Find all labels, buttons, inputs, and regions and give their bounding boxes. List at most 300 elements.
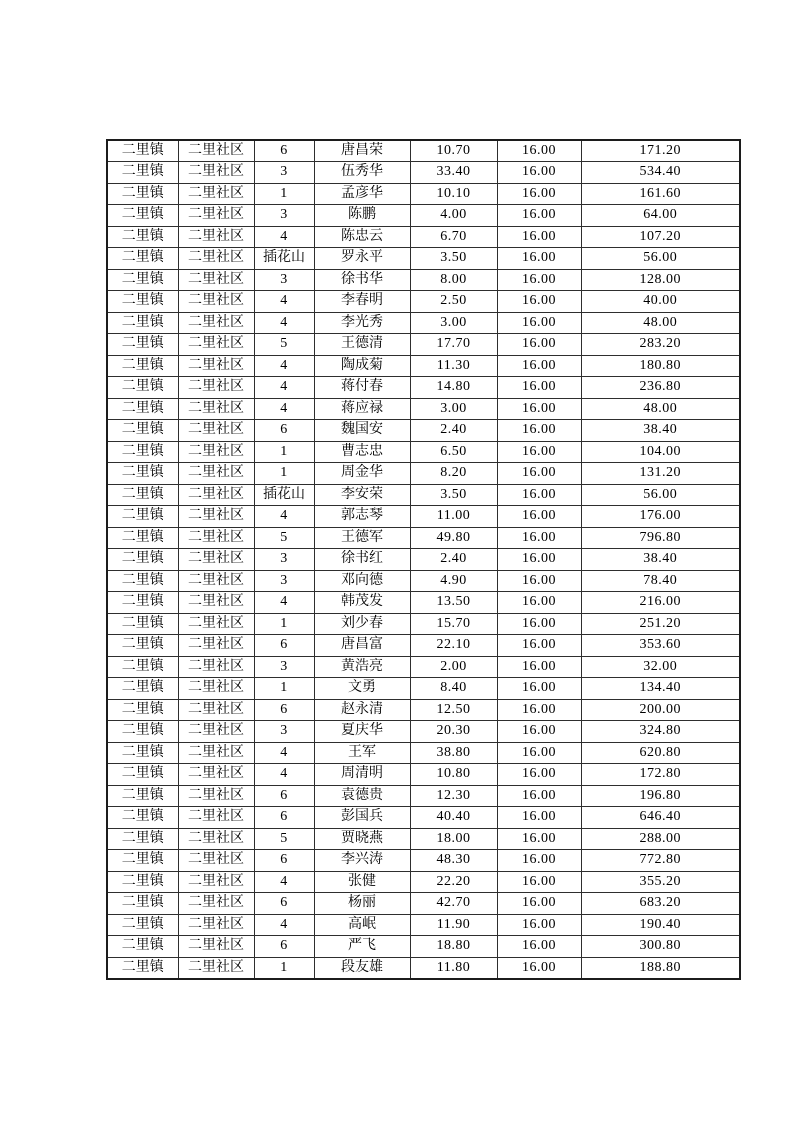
cell-town: 二里镇	[107, 807, 178, 829]
cell-amount: 38.40	[581, 549, 740, 571]
cell-name: 李光秀	[314, 312, 410, 334]
table-row	[107, 893, 740, 915]
cell-community: 二里社区	[178, 291, 254, 313]
table-row	[107, 699, 740, 721]
cell-name: 段友雄	[314, 957, 410, 979]
cell-town: 二里镇	[107, 140, 178, 162]
cell-name: 贾晓燕	[314, 828, 410, 850]
cell-name: 陶成菊	[314, 355, 410, 377]
cell-unit-price: 16.00	[497, 140, 581, 162]
cell-town: 二里镇	[107, 205, 178, 227]
cell-quantity: 6.50	[410, 441, 497, 463]
table-row	[107, 269, 740, 291]
cell-quantity: 18.80	[410, 936, 497, 958]
table-row	[107, 420, 740, 442]
cell-community: 二里社区	[178, 269, 254, 291]
cell-town: 二里镇	[107, 764, 178, 786]
cell-amount: 353.60	[581, 635, 740, 657]
cell-name: 王军	[314, 742, 410, 764]
cell-town: 二里镇	[107, 850, 178, 872]
cell-community: 二里社区	[178, 183, 254, 205]
cell-quantity: 3.00	[410, 398, 497, 420]
cell-name: 李兴涛	[314, 850, 410, 872]
cell-community: 二里社区	[178, 936, 254, 958]
cell-community: 二里社区	[178, 463, 254, 485]
cell-amount: 796.80	[581, 527, 740, 549]
cell-community: 二里社区	[178, 312, 254, 334]
cell-name: 唐昌荣	[314, 140, 410, 162]
cell-quantity: 4.00	[410, 205, 497, 227]
cell-town: 二里镇	[107, 312, 178, 334]
cell-community: 二里社区	[178, 398, 254, 420]
cell-amount: 196.80	[581, 785, 740, 807]
cell-town: 二里镇	[107, 291, 178, 313]
cell-name: 李安荣	[314, 484, 410, 506]
cell-group: 1	[254, 613, 314, 635]
cell-amount: 171.20	[581, 140, 740, 162]
cell-quantity: 14.80	[410, 377, 497, 399]
cell-unit-price: 16.00	[497, 678, 581, 700]
cell-town: 二里镇	[107, 484, 178, 506]
table-row	[107, 312, 740, 334]
table-row	[107, 785, 740, 807]
cell-amount: 200.00	[581, 699, 740, 721]
cell-name: 徐书红	[314, 549, 410, 571]
cell-group: 6	[254, 420, 314, 442]
cell-unit-price: 16.00	[497, 484, 581, 506]
cell-community: 二里社区	[178, 441, 254, 463]
cell-town: 二里镇	[107, 678, 178, 700]
cell-amount: 131.20	[581, 463, 740, 485]
table-row	[107, 441, 740, 463]
table-row	[107, 377, 740, 399]
cell-town: 二里镇	[107, 785, 178, 807]
cell-name: 陈忠云	[314, 226, 410, 248]
cell-unit-price: 16.00	[497, 721, 581, 743]
table-row	[107, 549, 740, 571]
cell-unit-price: 16.00	[497, 441, 581, 463]
cell-name: 袁德贵	[314, 785, 410, 807]
cell-quantity: 10.70	[410, 140, 497, 162]
cell-town: 二里镇	[107, 183, 178, 205]
cell-amount: 300.80	[581, 936, 740, 958]
table-row	[107, 914, 740, 936]
cell-group: 5	[254, 334, 314, 356]
cell-town: 二里镇	[107, 377, 178, 399]
cell-amount: 355.20	[581, 871, 740, 893]
cell-unit-price: 16.00	[497, 312, 581, 334]
cell-amount: 40.00	[581, 291, 740, 313]
cell-unit-price: 16.00	[497, 527, 581, 549]
table-row	[107, 205, 740, 227]
table-row	[107, 957, 740, 979]
cell-amount: 188.80	[581, 957, 740, 979]
cell-group: 4	[254, 592, 314, 614]
cell-community: 二里社区	[178, 355, 254, 377]
cell-amount: 64.00	[581, 205, 740, 227]
cell-group: 4	[254, 312, 314, 334]
cell-quantity: 8.20	[410, 463, 497, 485]
cell-unit-price: 16.00	[497, 570, 581, 592]
table-row	[107, 850, 740, 872]
cell-unit-price: 16.00	[497, 463, 581, 485]
cell-unit-price: 16.00	[497, 828, 581, 850]
cell-quantity: 10.80	[410, 764, 497, 786]
cell-unit-price: 16.00	[497, 613, 581, 635]
cell-quantity: 2.50	[410, 291, 497, 313]
cell-group: 4	[254, 506, 314, 528]
cell-amount: 283.20	[581, 334, 740, 356]
cell-group: 5	[254, 527, 314, 549]
cell-unit-price: 16.00	[497, 334, 581, 356]
cell-name: 王德军	[314, 527, 410, 549]
table-row	[107, 226, 740, 248]
cell-group: 1	[254, 678, 314, 700]
cell-group: 1	[254, 957, 314, 979]
cell-town: 二里镇	[107, 699, 178, 721]
cell-quantity: 11.30	[410, 355, 497, 377]
table-row	[107, 527, 740, 549]
cell-amount: 32.00	[581, 656, 740, 678]
cell-town: 二里镇	[107, 592, 178, 614]
cell-community: 二里社区	[178, 807, 254, 829]
cell-quantity: 11.90	[410, 914, 497, 936]
cell-amount: 180.80	[581, 355, 740, 377]
cell-group: 4	[254, 291, 314, 313]
cell-unit-price: 16.00	[497, 226, 581, 248]
cell-unit-price: 16.00	[497, 269, 581, 291]
cell-quantity: 22.20	[410, 871, 497, 893]
cell-town: 二里镇	[107, 613, 178, 635]
cell-group: 6	[254, 850, 314, 872]
cell-group: 6	[254, 140, 314, 162]
data-table	[106, 139, 741, 980]
cell-group: 3	[254, 162, 314, 184]
cell-name: 蒋付春	[314, 377, 410, 399]
cell-town: 二里镇	[107, 398, 178, 420]
cell-town: 二里镇	[107, 441, 178, 463]
cell-community: 二里社区	[178, 656, 254, 678]
cell-quantity: 2.00	[410, 656, 497, 678]
cell-quantity: 15.70	[410, 613, 497, 635]
cell-group: 插花山	[254, 484, 314, 506]
cell-unit-price: 16.00	[497, 355, 581, 377]
cell-community: 二里社区	[178, 140, 254, 162]
cell-quantity: 3.00	[410, 312, 497, 334]
cell-unit-price: 16.00	[497, 893, 581, 915]
cell-town: 二里镇	[107, 828, 178, 850]
cell-group: 4	[254, 226, 314, 248]
cell-group: 3	[254, 721, 314, 743]
cell-amount: 56.00	[581, 248, 740, 270]
cell-name: 杨丽	[314, 893, 410, 915]
cell-unit-price: 16.00	[497, 656, 581, 678]
cell-quantity: 2.40	[410, 549, 497, 571]
cell-unit-price: 16.00	[497, 764, 581, 786]
cell-community: 二里社区	[178, 742, 254, 764]
cell-name: 陈鹏	[314, 205, 410, 227]
cell-unit-price: 16.00	[497, 377, 581, 399]
table-row	[107, 506, 740, 528]
cell-quantity: 3.50	[410, 248, 497, 270]
cell-amount: 772.80	[581, 850, 740, 872]
cell-group: 4	[254, 871, 314, 893]
cell-community: 二里社区	[178, 893, 254, 915]
cell-group: 5	[254, 828, 314, 850]
cell-quantity: 40.40	[410, 807, 497, 829]
cell-amount: 236.80	[581, 377, 740, 399]
table-body	[107, 140, 740, 979]
cell-unit-price: 16.00	[497, 699, 581, 721]
table-row	[107, 291, 740, 313]
cell-community: 二里社区	[178, 592, 254, 614]
cell-unit-price: 16.00	[497, 291, 581, 313]
cell-quantity: 8.00	[410, 269, 497, 291]
cell-community: 二里社区	[178, 377, 254, 399]
cell-group: 4	[254, 377, 314, 399]
cell-community: 二里社区	[178, 721, 254, 743]
cell-amount: 251.20	[581, 613, 740, 635]
cell-group: 3	[254, 570, 314, 592]
cell-name: 周金华	[314, 463, 410, 485]
cell-amount: 620.80	[581, 742, 740, 764]
cell-group: 插花山	[254, 248, 314, 270]
cell-group: 4	[254, 764, 314, 786]
cell-group: 4	[254, 355, 314, 377]
cell-town: 二里镇	[107, 506, 178, 528]
cell-community: 二里社区	[178, 226, 254, 248]
cell-community: 二里社区	[178, 764, 254, 786]
cell-town: 二里镇	[107, 248, 178, 270]
cell-quantity: 3.50	[410, 484, 497, 506]
cell-name: 魏国安	[314, 420, 410, 442]
cell-amount: 104.00	[581, 441, 740, 463]
cell-unit-price: 16.00	[497, 807, 581, 829]
cell-unit-price: 16.00	[497, 742, 581, 764]
cell-quantity: 42.70	[410, 893, 497, 915]
table-row	[107, 140, 740, 162]
table-row	[107, 936, 740, 958]
cell-group: 1	[254, 183, 314, 205]
cell-group: 4	[254, 914, 314, 936]
cell-name: 韩茂发	[314, 592, 410, 614]
cell-quantity: 18.00	[410, 828, 497, 850]
cell-amount: 56.00	[581, 484, 740, 506]
cell-unit-price: 16.00	[497, 592, 581, 614]
cell-community: 二里社区	[178, 484, 254, 506]
cell-name: 李春明	[314, 291, 410, 313]
cell-group: 4	[254, 398, 314, 420]
cell-community: 二里社区	[178, 635, 254, 657]
cell-town: 二里镇	[107, 527, 178, 549]
table-row	[107, 183, 740, 205]
cell-town: 二里镇	[107, 226, 178, 248]
table-row	[107, 807, 740, 829]
cell-name: 伍秀华	[314, 162, 410, 184]
cell-name: 唐昌富	[314, 635, 410, 657]
cell-unit-price: 16.00	[497, 162, 581, 184]
cell-name: 严飞	[314, 936, 410, 958]
cell-amount: 216.00	[581, 592, 740, 614]
cell-community: 二里社区	[178, 506, 254, 528]
cell-name: 孟彦华	[314, 183, 410, 205]
cell-quantity: 33.40	[410, 162, 497, 184]
table-row	[107, 334, 740, 356]
cell-quantity: 22.10	[410, 635, 497, 657]
cell-group: 6	[254, 699, 314, 721]
table-row	[107, 678, 740, 700]
cell-name: 夏庆华	[314, 721, 410, 743]
cell-amount: 176.00	[581, 506, 740, 528]
cell-quantity: 17.70	[410, 334, 497, 356]
cell-name: 刘少春	[314, 613, 410, 635]
cell-town: 二里镇	[107, 635, 178, 657]
cell-group: 3	[254, 549, 314, 571]
cell-quantity: 49.80	[410, 527, 497, 549]
cell-unit-price: 16.00	[497, 205, 581, 227]
cell-quantity: 11.00	[410, 506, 497, 528]
cell-town: 二里镇	[107, 269, 178, 291]
cell-community: 二里社区	[178, 334, 254, 356]
table-row	[107, 871, 740, 893]
table-row	[107, 656, 740, 678]
cell-town: 二里镇	[107, 656, 178, 678]
cell-group: 1	[254, 463, 314, 485]
cell-amount: 646.40	[581, 807, 740, 829]
cell-community: 二里社区	[178, 828, 254, 850]
cell-amount: 683.20	[581, 893, 740, 915]
table-row	[107, 162, 740, 184]
cell-quantity: 12.30	[410, 785, 497, 807]
cell-town: 二里镇	[107, 355, 178, 377]
cell-group: 6	[254, 893, 314, 915]
cell-community: 二里社区	[178, 162, 254, 184]
cell-unit-price: 16.00	[497, 506, 581, 528]
cell-quantity: 2.40	[410, 420, 497, 442]
cell-town: 二里镇	[107, 570, 178, 592]
cell-quantity: 20.30	[410, 721, 497, 743]
cell-amount: 38.40	[581, 420, 740, 442]
cell-town: 二里镇	[107, 893, 178, 915]
cell-town: 二里镇	[107, 162, 178, 184]
cell-quantity: 6.70	[410, 226, 497, 248]
cell-town: 二里镇	[107, 721, 178, 743]
cell-community: 二里社区	[178, 527, 254, 549]
cell-amount: 190.40	[581, 914, 740, 936]
cell-town: 二里镇	[107, 549, 178, 571]
cell-unit-price: 16.00	[497, 936, 581, 958]
table-row	[107, 742, 740, 764]
cell-unit-price: 16.00	[497, 957, 581, 979]
cell-town: 二里镇	[107, 871, 178, 893]
cell-name: 徐书华	[314, 269, 410, 291]
cell-town: 二里镇	[107, 420, 178, 442]
cell-town: 二里镇	[107, 957, 178, 979]
cell-community: 二里社区	[178, 570, 254, 592]
cell-town: 二里镇	[107, 914, 178, 936]
cell-quantity: 8.40	[410, 678, 497, 700]
cell-community: 二里社区	[178, 613, 254, 635]
cell-community: 二里社区	[178, 248, 254, 270]
cell-name: 周清明	[314, 764, 410, 786]
cell-name: 邓向德	[314, 570, 410, 592]
cell-community: 二里社区	[178, 678, 254, 700]
cell-quantity: 12.50	[410, 699, 497, 721]
cell-quantity: 10.10	[410, 183, 497, 205]
cell-group: 6	[254, 936, 314, 958]
cell-amount: 288.00	[581, 828, 740, 850]
table-row	[107, 463, 740, 485]
table-row	[107, 635, 740, 657]
cell-amount: 128.00	[581, 269, 740, 291]
cell-unit-price: 16.00	[497, 635, 581, 657]
cell-amount: 78.40	[581, 570, 740, 592]
cell-amount: 48.00	[581, 398, 740, 420]
cell-name: 郭志琴	[314, 506, 410, 528]
cell-name: 高岷	[314, 914, 410, 936]
cell-unit-price: 16.00	[497, 785, 581, 807]
cell-name: 黄浩亮	[314, 656, 410, 678]
cell-quantity: 48.30	[410, 850, 497, 872]
cell-community: 二里社区	[178, 914, 254, 936]
cell-group: 4	[254, 742, 314, 764]
cell-town: 二里镇	[107, 936, 178, 958]
table-row	[107, 355, 740, 377]
cell-quantity: 11.80	[410, 957, 497, 979]
table-row	[107, 828, 740, 850]
cell-name: 张健	[314, 871, 410, 893]
cell-unit-price: 16.00	[497, 398, 581, 420]
cell-group: 3	[254, 205, 314, 227]
cell-amount: 134.40	[581, 678, 740, 700]
cell-community: 二里社区	[178, 785, 254, 807]
cell-quantity: 38.80	[410, 742, 497, 764]
cell-name: 赵永清	[314, 699, 410, 721]
table-row	[107, 613, 740, 635]
cell-community: 二里社区	[178, 957, 254, 979]
cell-community: 二里社区	[178, 420, 254, 442]
table-row	[107, 764, 740, 786]
cell-unit-price: 16.00	[497, 914, 581, 936]
cell-name: 曹志忠	[314, 441, 410, 463]
cell-unit-price: 16.00	[497, 248, 581, 270]
cell-town: 二里镇	[107, 334, 178, 356]
cell-amount: 107.20	[581, 226, 740, 248]
cell-name: 蒋应禄	[314, 398, 410, 420]
cell-amount: 172.80	[581, 764, 740, 786]
cell-unit-price: 16.00	[497, 850, 581, 872]
cell-community: 二里社区	[178, 850, 254, 872]
cell-group: 3	[254, 656, 314, 678]
table-row	[107, 398, 740, 420]
cell-community: 二里社区	[178, 871, 254, 893]
cell-amount: 48.00	[581, 312, 740, 334]
cell-group: 6	[254, 785, 314, 807]
cell-quantity: 4.90	[410, 570, 497, 592]
table-row	[107, 484, 740, 506]
table-row	[107, 248, 740, 270]
cell-amount: 324.80	[581, 721, 740, 743]
cell-group: 6	[254, 635, 314, 657]
cell-name: 罗永平	[314, 248, 410, 270]
cell-group: 3	[254, 269, 314, 291]
cell-unit-price: 16.00	[497, 871, 581, 893]
cell-town: 二里镇	[107, 742, 178, 764]
cell-community: 二里社区	[178, 699, 254, 721]
cell-amount: 534.40	[581, 162, 740, 184]
cell-group: 1	[254, 441, 314, 463]
cell-group: 6	[254, 807, 314, 829]
